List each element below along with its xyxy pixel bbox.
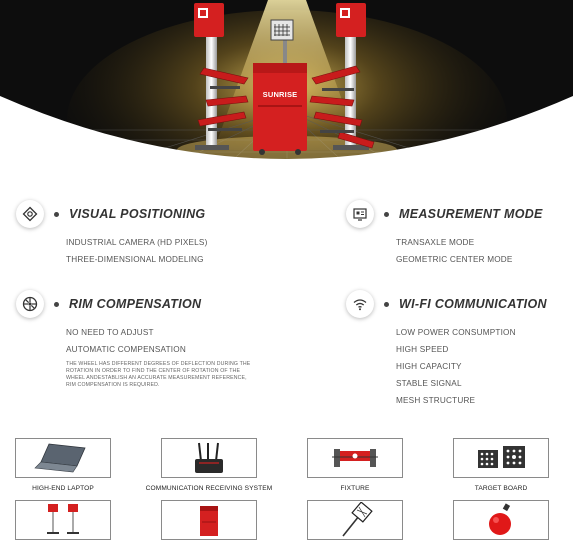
bullet-dot — [384, 212, 389, 217]
product-camera-column[interactable] — [15, 500, 111, 540]
product-cabinet[interactable] — [161, 500, 257, 540]
feature-title: RIM COMPENSATION — [69, 297, 202, 311]
feature-item: STABLE SIGNAL — [396, 379, 462, 388]
feature-item: HIGH SPEED — [396, 345, 449, 354]
feature-rim-compensation — [16, 290, 251, 389]
camera-column-icon — [38, 502, 88, 538]
feature-title: VISUAL POSITIONING — [69, 207, 206, 221]
fixture-clamp-icon — [330, 443, 380, 473]
feature-measurement-mode — [346, 200, 543, 268]
product-red-ball[interactable] — [453, 500, 549, 540]
feature-item: INDUSTRIAL CAMERA (HD PIXELS) — [66, 238, 208, 247]
wifi-icon — [346, 290, 374, 318]
product-laptop[interactable] — [15, 438, 111, 492]
feature-title: MEASUREMENT MODE — [399, 207, 543, 221]
wheel-rim-icon — [16, 290, 44, 318]
feature-item: MESH STRUCTURE — [396, 396, 476, 405]
feature-item: TRANSAXLE MODE — [396, 238, 475, 247]
red-ball-icon — [486, 502, 516, 538]
product-label: TARGET BOARD — [474, 485, 528, 492]
product-communication-system[interactable] — [145, 438, 273, 492]
cabinet-icon — [194, 502, 224, 538]
target-crosshair-icon — [16, 200, 44, 228]
hero-banner — [0, 0, 573, 190]
turntable-icon — [335, 502, 375, 538]
feature-item: THREE-DIMENSIONAL MODELING — [66, 255, 204, 264]
target-board-icon — [474, 443, 528, 473]
feature-item: AUTOMATIC COMPENSATION — [66, 345, 186, 354]
feature-wifi-communication — [346, 290, 547, 409]
bullet-dot — [54, 212, 59, 217]
bullet-dot — [384, 302, 389, 307]
feature-note: THE WHEEL HAS DIFFERENT DEGREES OF DEFLECTION DURING THE ROTATION IN ORDER TO FIND THE CENTER OF ROTATION OF THE WHEEL ANDESTABLISH AN ACCURATE MEASUREMENT REFERENCE, RIM COMPENSATION IS REQUIRED. — [66, 361, 251, 388]
monitor-screen-icon — [346, 200, 374, 228]
product-target-board[interactable] — [453, 438, 549, 492]
feature-item: GEOMETRIC CENTER MODE — [396, 255, 513, 264]
feature-title: WI-FI COMMUNICATION — [399, 297, 547, 311]
feature-item: LOW POWER CONSUMPTION — [396, 328, 516, 337]
product-fixture[interactable] — [307, 438, 403, 492]
product-label: HIGH-END LAPTOP — [32, 485, 94, 492]
product-label: FIXTURE — [340, 485, 370, 492]
bullet-dot — [54, 302, 59, 307]
hero-brand-label: SUNRISE — [262, 90, 298, 99]
router-icon — [189, 441, 229, 475]
product-turntable[interactable] — [307, 500, 403, 540]
feature-item: HIGH CAPACITY — [396, 362, 462, 371]
feature-item: NO NEED TO ADJUST — [66, 328, 154, 337]
feature-visual-positioning — [16, 200, 208, 268]
laptop-icon — [33, 442, 93, 474]
product-label: COMMUNICATION RECEIVING SYSTEM — [145, 485, 273, 492]
